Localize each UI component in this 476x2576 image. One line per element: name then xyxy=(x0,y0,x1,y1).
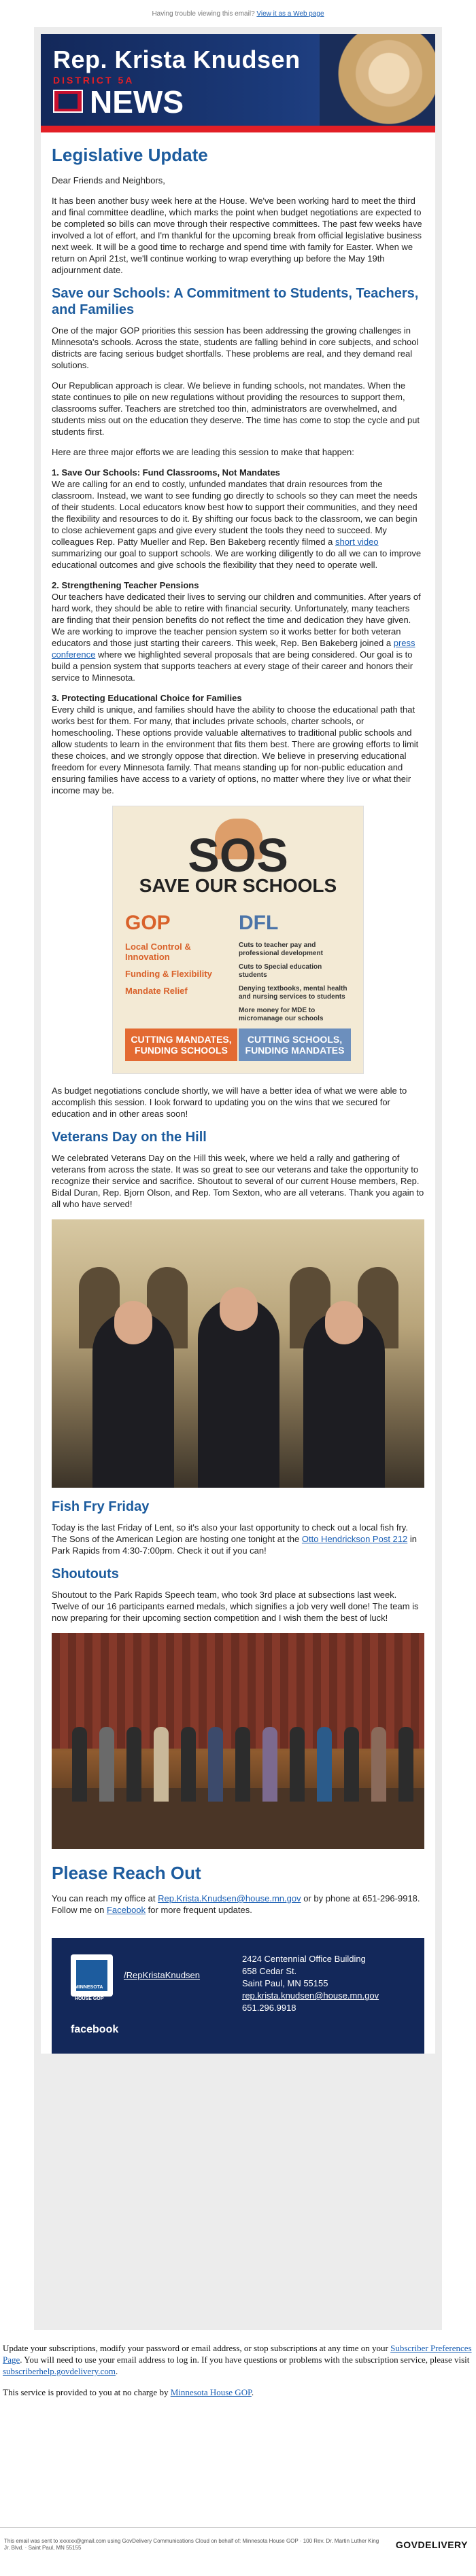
sender-info: This email was sent to xxxxxx@gmail.com using GovDelivery Communications Cloud on behalf of: Minnesota House GOP · 100 Rev. Dr. Martin Luther King Jr. Blvd. · Saint Paul, MN 55155 xyxy=(4,2538,379,2551)
email-card xyxy=(41,34,435,2054)
facebook-handle-link[interactable]: /RepKristaKnudsen xyxy=(124,1970,201,1980)
header-district: DISTRICT 5A xyxy=(53,75,135,86)
dfl-footer-banner: CUTTING SCHOOLS, FUNDING MANDATES xyxy=(239,1028,351,1061)
dfl-item: Cuts to Special education students xyxy=(239,963,322,979)
schools-paragraph-1: One of the major GOP priorities this session has been addressing the growing challenges in Minnesota's schools. Across the state, students are falling behind in core subjects, and school districts are facing serious budget shortfalls. These problems are real, and they demand real solutions. xyxy=(52,325,419,370)
schools-closing: As budget negotiations conclude shortly, we will have a better idea of what we were able to accomplish this session. I look forward to updating you on the wins that we secured for education and in other areas soon! xyxy=(52,1086,407,1119)
legion-post-link[interactable]: Otto Hendrickson Post 212 xyxy=(301,1534,408,1544)
veterans-photo xyxy=(52,1219,424,1488)
gop-heading: GOP xyxy=(125,912,171,934)
govdelivery-logo: GOVDELIVERY xyxy=(395,2539,468,2550)
effort-2-title: 2. Strengthening Teacher Pensions xyxy=(52,580,199,590)
effort-3-text: Every child is unique, and families should have the ability to choose the educational path that works best for them. For many, that includes private schools, charter schools, or homeschooling. These options provide valuable alternatives to traditional public schools and allow students to learn in the environment that fits them best. There are growing efforts to limit these choices, and we strongly oppose that direction. We believe in preserving educational freedom for every Minnesota family. That means standing up for non-public education and ensuring families have access to a variety of options, no matter where they live or what their income may be. xyxy=(52,704,419,795)
header-title: Rep. Krista Knudsen xyxy=(53,46,301,73)
schools-paragraph-3: Here are three major efforts we are leading this session to make that happen: xyxy=(52,447,354,457)
gop-item: Funding & Flexibility xyxy=(125,969,212,979)
legislative-update-heading: Legislative Update xyxy=(52,145,208,165)
veterans-text: We celebrated Veterans Day on the Hill this week, where we held a rally and gathering of veterans from across the state. It was so great to see our veterans and take the opportunity to recognize their service and sacrifice. Shoutout to several of our current House members, Rep. Bidal Duran, Rep. Bjorn Olson, and Rep. Tom Sexton, who are all veterans. Thank you again to all who have served! xyxy=(52,1153,424,1209)
schools-paragraph-2: Our Republican approach is clear. We believe in funding schools, not mandates. When the state continues to pile on new regulations without providing the resources to support them, classrooms suffer. Teachers are stretched too thin, administrators are overwhelmed, and students miss out on the education they deserve. The time has come to stop the cycle and put students first. xyxy=(52,380,420,437)
dfl-item: More money for MDE to micromanage our schools xyxy=(239,1007,324,1022)
save-our-schools-graphic xyxy=(112,806,364,1074)
dfl-column xyxy=(239,912,351,1028)
greeting: Dear Friends and Neighbors, xyxy=(52,175,165,185)
effort-3-title: 3. Protecting Educational Choice for Families xyxy=(52,693,242,703)
dfl-item: Denying textbooks, mental health and nursing services to students xyxy=(239,985,347,1001)
representative-portrait xyxy=(320,34,435,132)
email-wrapper xyxy=(34,27,442,2330)
view-web-page-link[interactable]: View it as a Web page xyxy=(256,10,324,18)
gop-footer-banner: CUTTING MANDATES, FUNDING SCHOOLS xyxy=(125,1028,237,1061)
service-provider-text: This service is provided to you at no charge by Minnesota House GOP. xyxy=(3,2387,254,2397)
subscriber-preferences-link[interactable]: Subscriber Preferences Page xyxy=(3,2343,472,2365)
header-accent-bar xyxy=(41,126,435,132)
contact-email-link[interactable]: rep.krista.knudsen@house.mn.gov xyxy=(242,1990,379,2001)
house-gop-logo: MINNESOTA HOUSE GOP xyxy=(71,1954,113,1997)
office-address: 2424 Centennial Office Building 658 Cedar St. Saint Paul, MN 55155 rep.krista.knudsen@house.mn.gov 651.296.9918 xyxy=(242,1954,379,2013)
press-conference-link[interactable]: press conference xyxy=(52,638,415,660)
sos-subtitle: SAVE OUR SCHOOLS xyxy=(139,875,337,896)
gop-item: Mandate Relief xyxy=(125,986,188,996)
preheader-text: Having trouble viewing this email? xyxy=(152,10,255,18)
subscriber-help-link[interactable]: subscriberhelp.govdelivery.com xyxy=(3,2366,116,2376)
house-gop-link[interactable]: Minnesota House GOP xyxy=(170,2387,252,2397)
footer-divider xyxy=(0,2527,476,2528)
schools-heading: Save our Schools: A Commitment to Students, Teachers, and Families xyxy=(52,286,419,317)
subscription-text: Update your subscriptions, modify your password or email address, or stop subscriptions at any time on your Subscriber Preferences Page. You will need to use your email address to log in. If you have questions or problems with the subscription service, please visit subscriberhelp.govdelivery.com. xyxy=(3,2343,472,2376)
mn-flag-icon xyxy=(53,90,83,113)
sos-title: SOS xyxy=(188,829,288,882)
newsletter-body xyxy=(41,132,435,1931)
gop-item: Local Control & Innovation xyxy=(125,942,191,962)
shoutouts-heading: Shoutouts xyxy=(52,1567,119,1581)
dfl-heading: DFL xyxy=(239,912,279,934)
dfl-item: Cuts to teacher pay and professional development xyxy=(239,942,323,957)
reach-out-text: You can reach my office at Rep.Krista.Knudsen@house.mn.gov or by phone at 651-296-9918. Follow me on Facebook for more frequent updates. xyxy=(52,1893,420,1915)
effort-2-text: Our teachers have dedicated their lives to serving our children and communities. After years of hard work, they should be able to retire with financial security. Unfortunately, many teachers are finding that their pension benefits do not reflect the time and dedication they have given. We are working to improve the teacher pension system so it works better for both veteran educators and those just starting their careers. This week, Rep. Ben Bakeberg joined a press conference where we highlighted several proposals that are being considered. Our goal is to build a pension system that supports teachers at every stage of their career and honors their service to Minnesota. xyxy=(52,592,421,683)
fish-fry-text: Today is the last Friday of Lent, so it's also your last opportunity to check out a local fish fry. The Sons of the American Legion are hosting one tonight at the Otto Hendrickson Post 212 in Park Rapids from 4:30-7:00pm. Check it out if you can! xyxy=(52,1522,417,1556)
subscription-footer xyxy=(0,2342,476,2408)
header-news: NEWS xyxy=(90,84,184,120)
short-video-link[interactable]: short video xyxy=(335,537,379,547)
intro-paragraph: It has been another busy week here at the House. We've been working hard to meet the third and final committee deadline, which marks the point when budget negotiations are expected to be completed so bills can move through their respective committees. The past few weeks have involved a lot of effort, and I'm thankful for the upcoming break from official legislative business next week. It will be a good time to recharge and spend time with family for Easter. When we return on April 21st, we'll continue working to wrap everything up before the May 19th adjournment date. xyxy=(52,196,422,275)
preheader xyxy=(0,0,476,27)
contact-footer xyxy=(52,1938,424,2054)
effort-1-text: We are calling for an end to costly, unfunded mandates that drain resources from the classroom. Instead, we want to see funding go directly to schools so they can meet the needs of their students. Local educators know best how to support their communities, and they need the flexibility and resources to do it. By shifting our focus back to the classroom, we can begin to close achievement gaps and give every student the tools they need to succeed. My colleagues Rep. Patty Mueller and Rep. Ben Bakeberg recently filmed a short video summarizing our goal to support schools. We are working diligently to do all we can to improve educational outcomes and give schools the flexibility that they need to operate well. xyxy=(52,479,422,570)
gop-column xyxy=(125,912,237,1003)
facebook-link[interactable]: Facebook xyxy=(106,1905,146,1915)
shoutouts-text: Shoutout to the Park Rapids Speech team, who took 3rd place at subsections last week. Twelve of our 16 participants earned medals, which signifies a job very well done! The team is now preparing for their upcoming section competition and I wish them the best of luck! xyxy=(52,1590,419,1623)
newsletter-header xyxy=(41,34,435,132)
veterans-heading: Veterans Day on the Hill xyxy=(52,1130,207,1145)
reach-out-heading: Please Reach Out xyxy=(52,1863,201,1883)
fish-fry-heading: Fish Fry Friday xyxy=(52,1499,150,1514)
facebook-wordmark: facebook xyxy=(71,2024,119,2035)
effort-1-title: 1. Save Our Schools: Fund Classrooms, Not Mandates xyxy=(52,467,280,478)
office-email-link[interactable]: Rep.Krista.Knudsen@house.mn.gov xyxy=(158,1893,301,1903)
speech-team-photo xyxy=(52,1633,424,1849)
